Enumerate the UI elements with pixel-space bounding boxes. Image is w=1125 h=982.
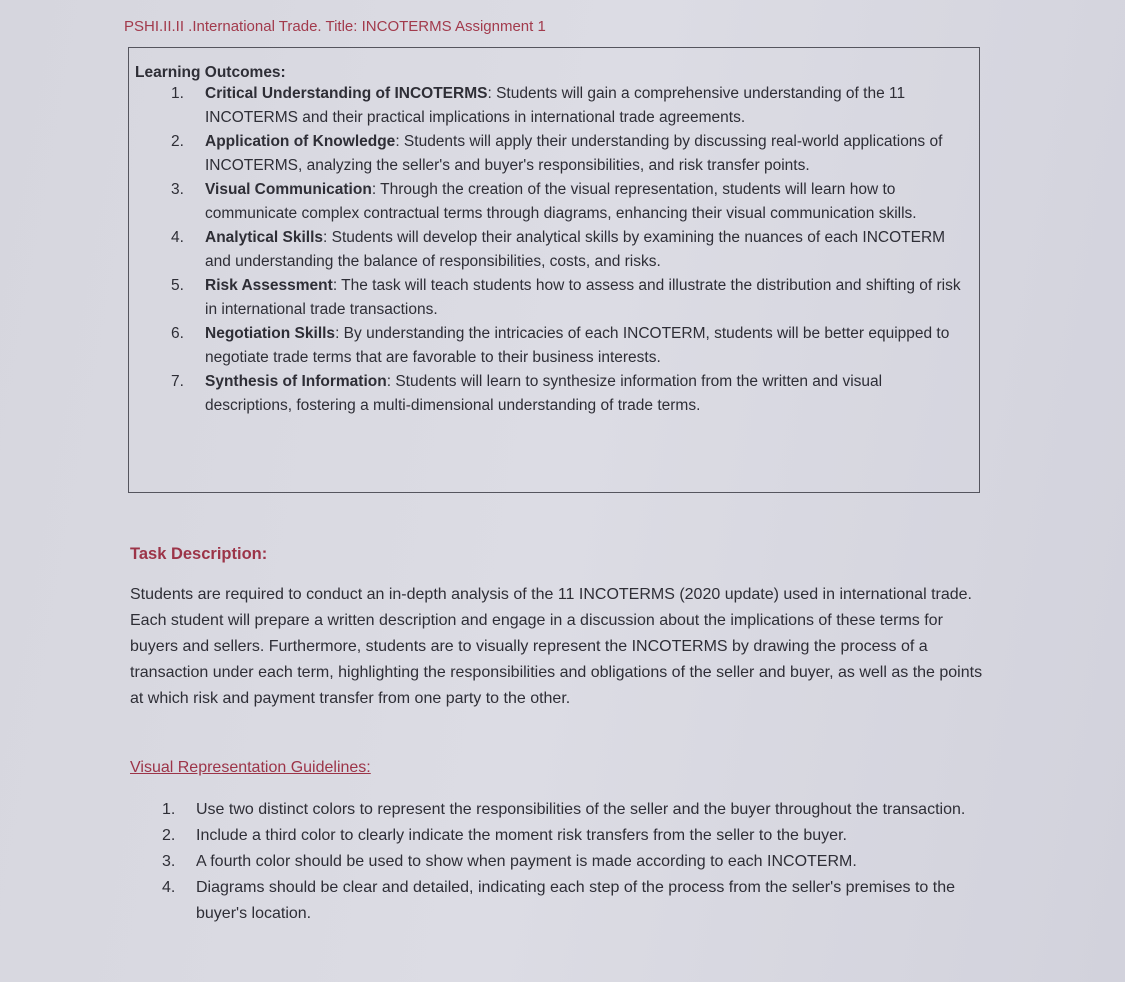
item-number: 3. [171, 181, 184, 198]
item-term: Critical Understanding of INCOTERMS [205, 85, 488, 102]
item-term: Risk Assessment [205, 277, 333, 294]
learning-outcomes-title: Learning Outcomes: [135, 64, 286, 81]
item-number: 3. [162, 853, 176, 870]
item-text: Diagrams should be clear and detailed, indicating each step of the process from the seller's premises to the buyer's location. [196, 879, 956, 922]
item-number: 6. [171, 325, 184, 342]
list-item [135, 82, 979, 130]
item-term: Negotiation Skills [205, 325, 336, 342]
item-term: Synthesis of Information [205, 373, 387, 390]
list-item [135, 226, 979, 274]
item-text: A fourth color should be used to show when payment is made according to each INCOTERM. [196, 853, 857, 870]
list-item [130, 849, 970, 875]
task-description-paragraph: Students are required to conduct an in-depth analysis of the 11 INCOTERMS (2020 update) used in international trade. Each student will prepare a written description and engage in a discussion about the implications of these terms for buyers and sellers. Furthermore, students are to visually represent the INCOTERMS by drawing the process of a transaction under each term, highlighting the responsibilities and obligations of the seller and buyer, as well as the points at which risk and payment transfer from one party to the other. [130, 586, 983, 707]
list-item [135, 178, 979, 226]
item-term: Application of Knowledge [205, 133, 396, 150]
learning-outcomes-box [128, 47, 980, 493]
item-number: 1. [171, 85, 184, 102]
guidelines-list [130, 797, 970, 927]
learning-outcomes-list [135, 82, 979, 418]
item-text: : Students will learn to synthesize information from the written and visual descriptions, fostering a multi-dimensional understanding of trade terms. [205, 373, 883, 414]
item-term: Analytical Skills [205, 229, 324, 246]
list-item [135, 322, 979, 370]
item-text: : The task will teach students how to assess and illustrate the distribution and shifting of risk in international trade transactions. [205, 277, 961, 318]
item-number: 5. [171, 277, 184, 294]
item-text: Use two distinct colors to represent the responsibilities of the seller and the buyer throughout the transaction. [196, 801, 966, 818]
item-number: 1. [162, 801, 176, 818]
item-number: 7. [171, 373, 184, 390]
item-text: : Students will apply their understanding by discussing real-world applications of INCOTERMS, analyzing the seller's and buyer's responsibilities, and risk transfer points. [205, 133, 943, 174]
item-number: 2. [162, 827, 176, 844]
list-item [130, 875, 970, 927]
item-text: : Students will develop their analytical skills by examining the nuances of each INCOTERM and understanding the balance of responsibilities, costs, and risks. [205, 229, 946, 270]
document-header: PSHI.II.II .International Trade. Title: INCOTERMS Assignment 1 [124, 18, 546, 35]
item-number: 4. [171, 229, 184, 246]
item-number: 2. [171, 133, 184, 150]
list-item [135, 274, 979, 322]
item-term: Visual Communication [205, 181, 372, 198]
list-item [135, 370, 979, 418]
item-number: 4. [162, 879, 176, 896]
item-text: Include a third color to clearly indicate the moment risk transfers from the seller to the buyer. [196, 827, 847, 844]
item-text: : Students will gain a comprehensive understanding of the 11 INCOTERMS and their practical implications in international trade agreements. [205, 85, 906, 126]
task-description-title: Task Description: [130, 545, 268, 563]
list-item [135, 130, 979, 178]
list-item [130, 823, 970, 849]
guidelines-title: Visual Representation Guidelines: [130, 759, 371, 776]
item-text: : By understanding the intricacies of each INCOTERM, students will be better equipped to negotiate trade terms that are favorable to their business interests. [205, 325, 950, 366]
item-text: : Through the creation of the visual representation, students will learn how to communicate complex contractual terms through diagrams, enhancing their visual communication skills. [205, 181, 917, 222]
list-item [130, 797, 970, 823]
